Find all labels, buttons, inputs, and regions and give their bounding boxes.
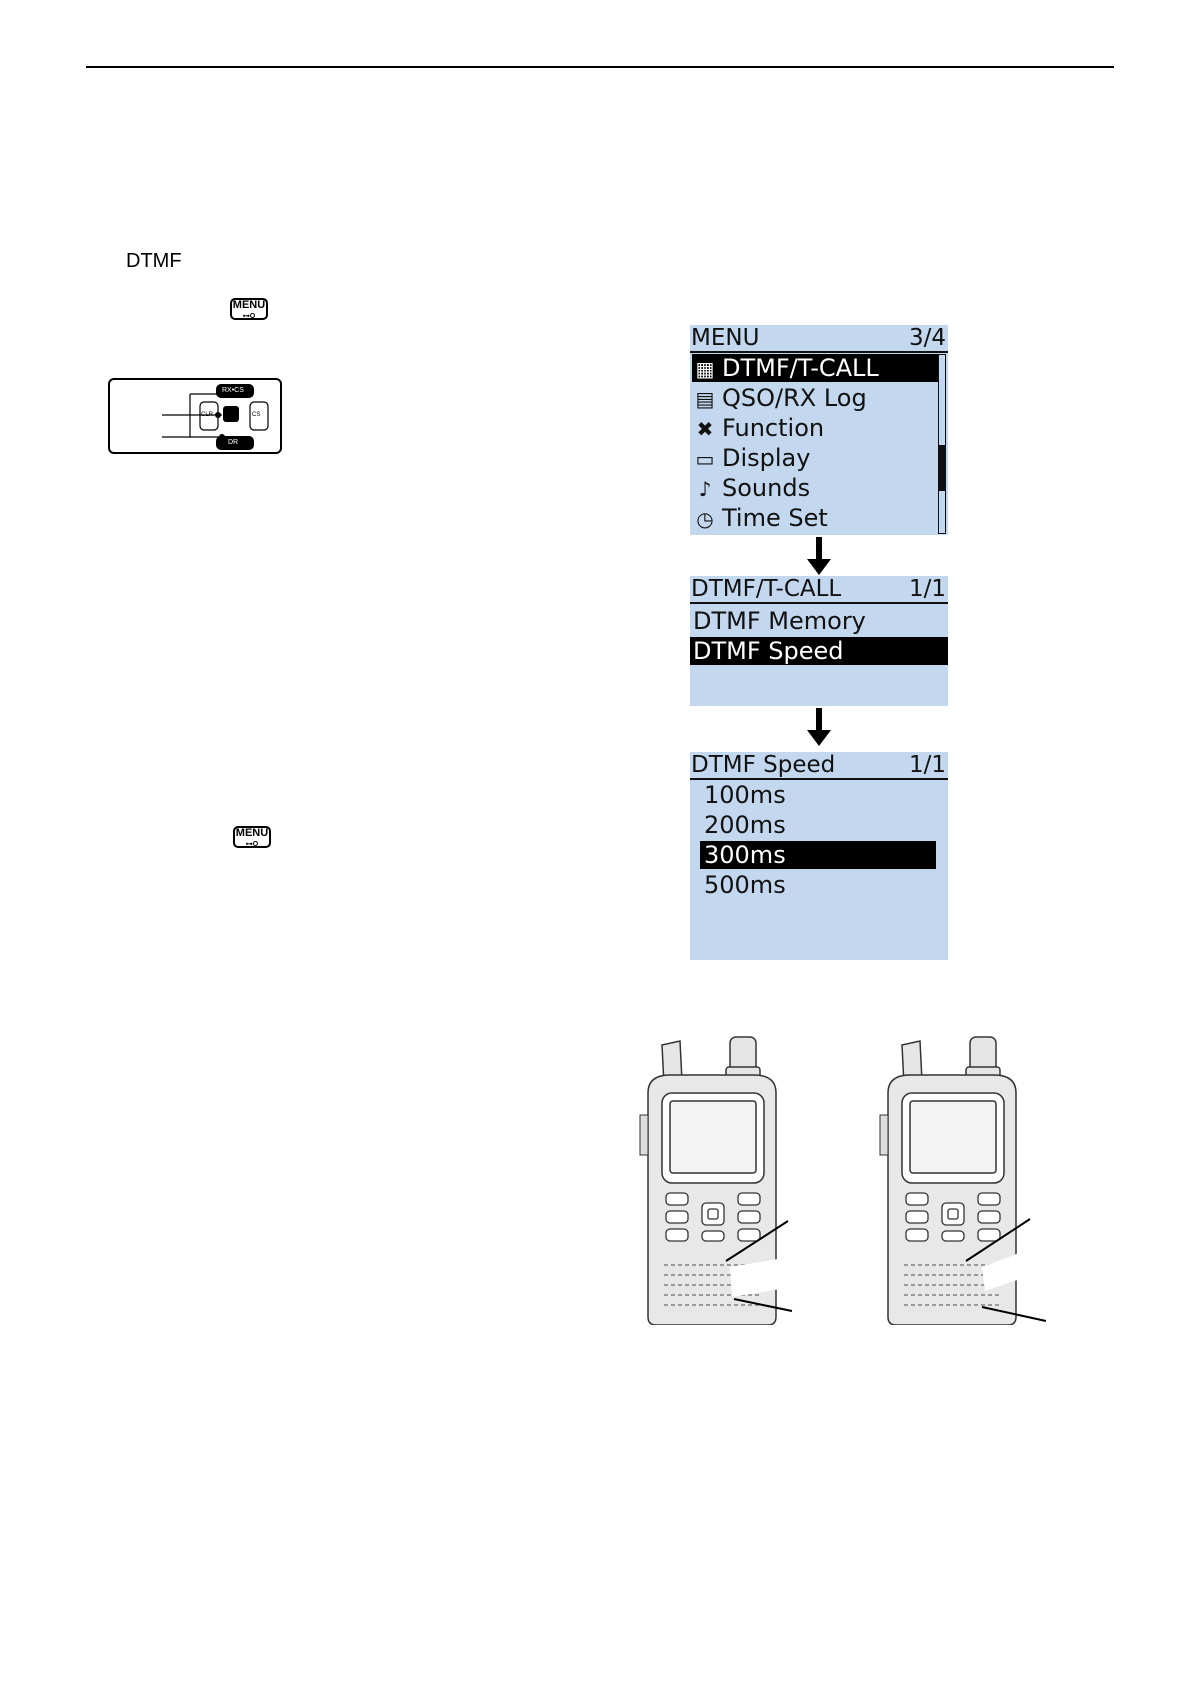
screen-title: DTMF/T-CALL bbox=[691, 576, 842, 602]
menu-key-icon bbox=[230, 298, 268, 320]
rxcs-key-label: RX•CS bbox=[222, 387, 244, 394]
scrollbar[interactable] bbox=[938, 354, 946, 534]
section-label: DTMF bbox=[126, 250, 182, 272]
option-300ms[interactable] bbox=[700, 841, 936, 869]
laptop-icon: ▭ bbox=[695, 447, 715, 471]
option-label: 100ms bbox=[704, 781, 786, 809]
menu-item-label: Sounds bbox=[722, 474, 811, 502]
screen-header bbox=[690, 325, 948, 353]
menu-key-icon bbox=[233, 826, 271, 848]
dr-key-label: DR bbox=[228, 439, 239, 446]
page-indicator: 3/4 bbox=[908, 325, 946, 351]
option-100ms[interactable] bbox=[700, 781, 936, 809]
menu-item-label: Display bbox=[722, 444, 811, 472]
menu-item-dtmf-tcall[interactable] bbox=[692, 354, 938, 382]
cs-key-label: CS bbox=[252, 412, 261, 418]
key-symbol: ⊶O bbox=[242, 313, 256, 320]
menu-item-sounds[interactable] bbox=[692, 474, 938, 502]
page-indicator: 1/1 bbox=[908, 576, 946, 602]
down-arrow-icon bbox=[806, 708, 832, 748]
lcd-dtmf-tcall-screen bbox=[690, 576, 948, 706]
menu-item-label: QSO/RX Log bbox=[722, 384, 867, 412]
screen-title: DTMF Speed bbox=[691, 752, 836, 778]
menu-item-label: Time Set bbox=[722, 504, 828, 532]
menu-item-dtmf-memory[interactable] bbox=[690, 607, 948, 635]
radio-illustration-right bbox=[870, 1035, 1055, 1325]
clock-icon: ◷ bbox=[696, 507, 714, 531]
menu-item-display[interactable] bbox=[692, 444, 938, 472]
key-symbol: ⊶O bbox=[245, 841, 259, 848]
lcd-menu-screen bbox=[690, 325, 948, 535]
radio-illustration-left bbox=[630, 1035, 805, 1325]
grid-icon: ▦ bbox=[695, 357, 715, 381]
screen-title: MENU bbox=[691, 325, 760, 351]
scrollbar-thumb[interactable] bbox=[939, 445, 945, 491]
option-label: 300ms bbox=[704, 841, 786, 869]
option-label: 200ms bbox=[704, 811, 786, 839]
option-500ms[interactable] bbox=[700, 871, 936, 899]
menu-item-time-set[interactable] bbox=[692, 504, 938, 532]
menu-item-function[interactable] bbox=[692, 414, 938, 442]
menu-key-label: MENU bbox=[235, 827, 269, 839]
menu-item-label: DTMF Memory bbox=[693, 607, 866, 635]
lcd-dtmf-speed-screen bbox=[690, 752, 948, 960]
log-icon: ▤ bbox=[695, 387, 715, 411]
option-label: 500ms bbox=[704, 871, 786, 899]
menu-key-label: MENU bbox=[232, 299, 266, 311]
down-arrow-icon bbox=[806, 537, 832, 577]
tools-icon: ✖ bbox=[696, 417, 714, 441]
menu-item-label: DTMF/T-CALL bbox=[722, 354, 879, 382]
menu-item-qso-rx-log[interactable] bbox=[692, 384, 938, 412]
menu-item-label: DTMF Speed bbox=[693, 637, 844, 665]
note-icon: ♪ bbox=[698, 477, 712, 501]
key-panel bbox=[108, 378, 282, 454]
menu-item-label: Function bbox=[722, 414, 825, 442]
menu-item-dtmf-speed[interactable] bbox=[690, 637, 948, 665]
screen-header bbox=[690, 752, 948, 780]
header-rule bbox=[86, 66, 1114, 68]
screen-header bbox=[690, 576, 948, 604]
option-200ms[interactable] bbox=[700, 811, 936, 839]
page-indicator: 1/1 bbox=[908, 752, 946, 778]
clr-key-label: CLR bbox=[201, 412, 214, 418]
